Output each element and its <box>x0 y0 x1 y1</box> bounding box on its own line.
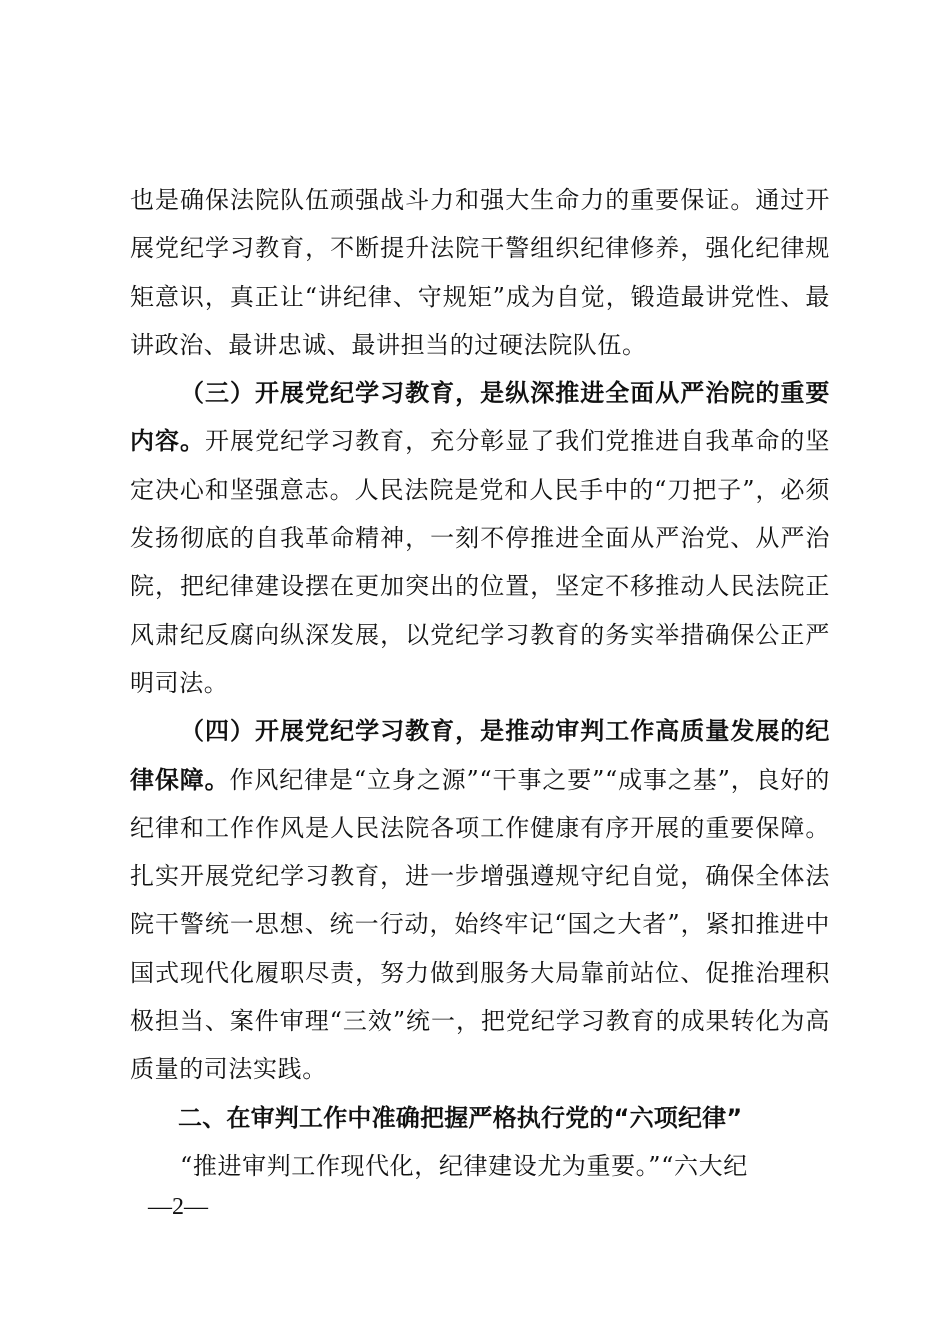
document-body <box>130 176 830 1190</box>
paragraph-lead: （三）开展党纪学习教育，是纵深推进全面从严治院的重要内容。 <box>130 378 830 456</box>
section-heading: 二、在审判工作中准确把握严格执行党的“六项纪律” <box>178 1103 743 1132</box>
paragraph-closing <box>130 1142 830 1190</box>
paragraph-continuation <box>130 176 830 369</box>
paragraph-text: 开展党纪学习教育，充分彰显了我们党推进自我革命的坚定决心和坚强意志。人民法院是党和人民手中的“刀把子”，必须发扬彻底的自我革命精神，一刻不停推进全面从严治党、从严治院，把纪律建设摆在更加突出的位置，坚定不移推动人民法院正风肃纪反腐向纵深发展，以党纪学习教育的务实举措确保公正严明司法。 <box>130 427 830 697</box>
page-number: —2— <box>148 1194 208 1220</box>
paragraph-text: 作风纪律是“立身之源”“干事之要”“成事之基”，良好的纪律和工作作风是人民法院各项工作健康有序开展的重要保障。扎实开展党纪学习教育，进一步增强遵规守纪自觉，确保全体法院干警统一思想、统一行动，始终牢记“国之大者”，紧扣推进中国式现代化履职尽责，努力做到服务大局靠前站位、促推治理积极担当、案件审理“三效”统一，把党纪学习教育的成果转化为高质量的司法实践。 <box>130 765 830 1084</box>
paragraph-text: “推进审判工作现代化，纪律建设尤为重要。”“六大纪 <box>180 1151 748 1180</box>
paragraph-text: 也是确保法院队伍顽强战斗力和强大生命力的重要保证。通过开展党纪学习教育，不断提升法院干警组织纪律修养，强化纪律规矩意识，真正让“讲纪律、守规矩”成为自觉，锻造最讲党性、最讲政治、最讲忠诚、最讲担当的过硬法院队伍。 <box>130 186 830 359</box>
paragraph-section-three <box>130 369 830 707</box>
paragraph-section-four <box>130 707 830 1093</box>
paragraph-lead: （四）开展党纪学习教育，是推动审判工作高质量发展的纪律保障。 <box>130 716 830 794</box>
